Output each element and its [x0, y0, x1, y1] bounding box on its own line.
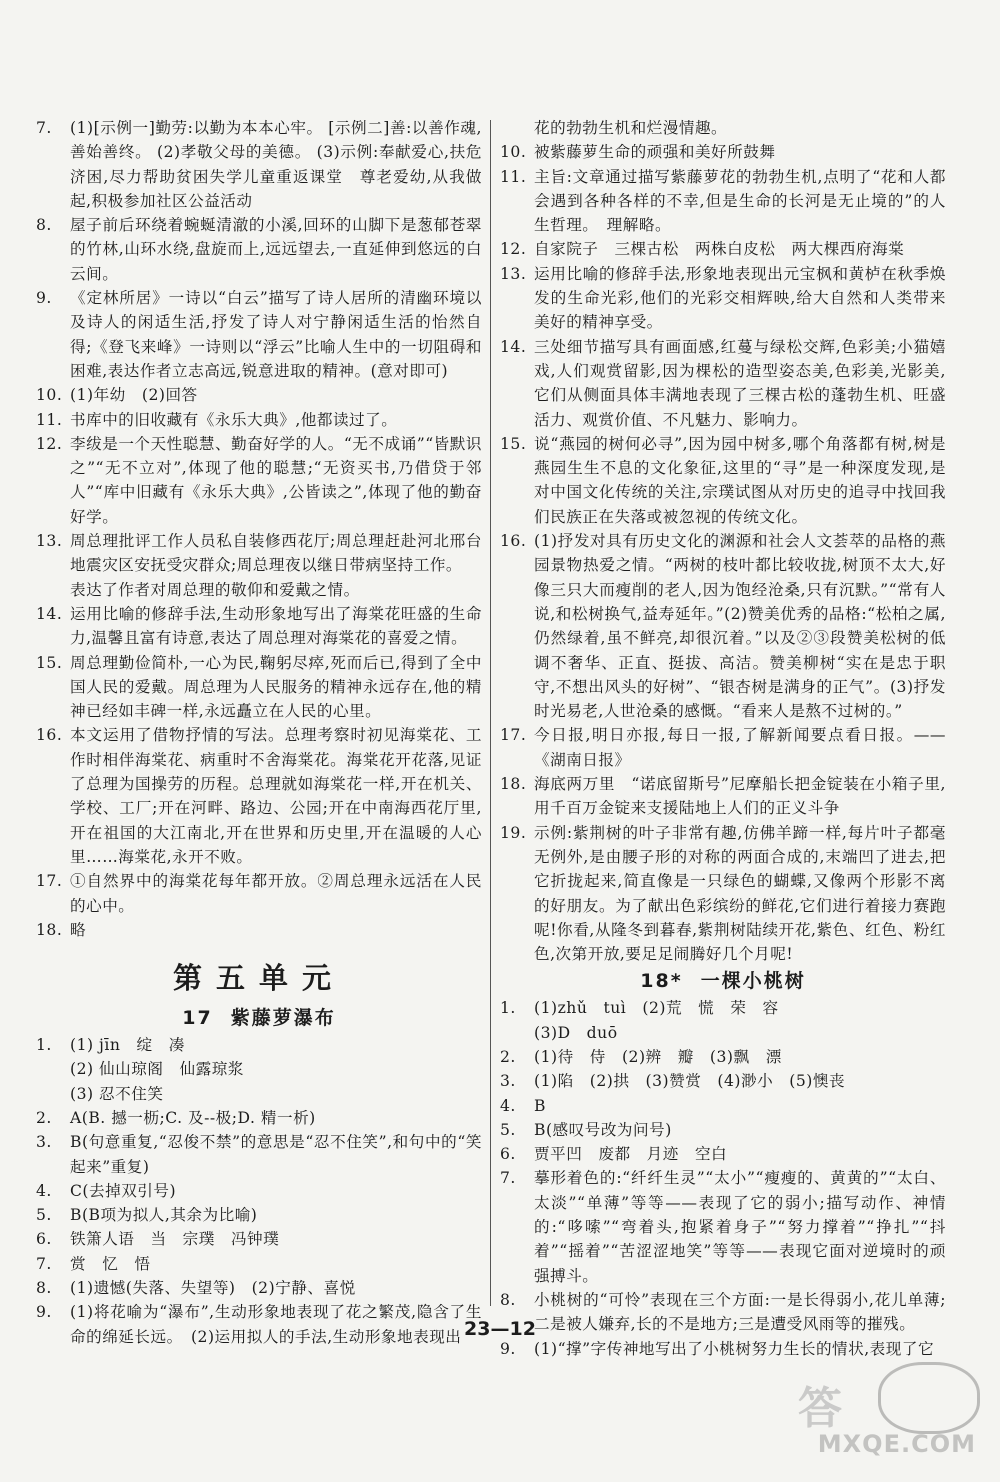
- answer-item: 3. B(句意重复,“忍俊不禁”的意思是“忍不住笑”,和句中的“笑起来”重复): [36, 1133, 482, 1176]
- answer-continuation: 花的勃勃生机和烂漫情趣。: [534, 119, 728, 137]
- answer-item: 9. 《定林所居》一诗以“白云”描写了诗人居所的清幽环境以及诗人的闲适生活,抒发了诗人对宁静闲适生活的怡然自得;《登飞来峰》一诗则以“浮云”比喻人生中的一切阻碍和困难,表达作者立志高远,锐意进取的精神。(意对即可): [36, 289, 482, 380]
- lesson-title: 18* 一棵小桃树: [640, 970, 806, 993]
- answer-item: 12. 自家院子 三棵古松 两株白皮松 两大棵西府海棠: [500, 240, 905, 259]
- lesson-title: 17 紫藤萝瀑布: [182, 1007, 336, 1030]
- answer-item: 16. 本文运用了借物抒情的写法。总理考察时初见海棠花、工作时相伴海棠花、病重时不舍海棠花。海棠花开花落,见证了总理为国操劳的历程。总理就如海棠花一样,开在机关、学校、工厂;开在河畔、路边、公园;开在中南海西花厅里,开在祖国的大江南北,开在世界和历史里,开在温暖的人心里……海棠花,永开不败。: [36, 726, 482, 866]
- answer-item: 1. (1)zhǔ tuì (2)荒 慌 荣 容: [500, 999, 779, 1018]
- answer-item: 14. 运用比喻的修辞手法,生动形象地写出了海棠花旺盛的生命力,温馨且富有诗意,表达了周总理对海棠花的喜爱之情。: [36, 604, 482, 648]
- answer-item: 15. 周总理勤俭简朴,一心为民,鞠躬尽瘁,死而后已,得到了全中国人民的爱戴。周总理为人民服务的精神永远存在,他的精神已经如丰碑一样,永远矗立在人民的心里。: [36, 653, 482, 721]
- answer-item: 10. 被紫藤萝生命的顽强和美好所鼓舞: [500, 143, 776, 162]
- watermark-text: MXQE.COM: [817, 1430, 976, 1458]
- answer-item: 17. ①自然界中的海棠花每年都开放。②周总理永远活在人民的心中。: [36, 872, 482, 915]
- answer-item: 13. 周总理批评工作人员私自装修西花厅;周总理赶赴河北邢台地震灾区安抚受灾群众;周总理夜以继日带病坚持工作。: [36, 532, 482, 575]
- answer-item: 9. (1)将花喻为“瀑布”,生动形象地表现了花之繁茂,隐含了生命的绵延长远。 (2)运用拟人的手法,生动形象地表现出: [36, 1303, 482, 1346]
- answer-item: 5. B(感叹号改为问号): [500, 1120, 672, 1139]
- watermark-glyph: 答: [798, 1383, 842, 1434]
- watermark-logo: [790, 1362, 980, 1460]
- answer-item: 2. A(B. 撼一枥;C. 及--极;D. 精一析): [36, 1108, 316, 1127]
- seal-icon: [878, 1362, 980, 1434]
- right-column: [500, 116, 946, 1361]
- answer-item: 4. C(去掉双引号): [36, 1181, 177, 1200]
- answer-item: 8. (1)遗憾(失落、失望等) (2)宁静、喜悦: [36, 1279, 356, 1298]
- left-column: [36, 116, 482, 1349]
- answer-item: 15. 说“燕园的树何必寻”,因为园中树多,哪个角落都有树,树是燕园生生不息的文化象征,这里的“寻”是一种深度发现,是对中国文化传统的关注,宗璞试图从对历史的追寻中找回我们民族正在失落或被忽视的传统文化。: [500, 434, 946, 526]
- answer-subline: (3) 忍不住笑: [70, 1084, 164, 1103]
- answer-continuation: 表达了作者对周总理的敬仰和爱戴之情。: [70, 580, 360, 599]
- answer-item: 2. (1)待 侍 (2)辨 瓣 (3)飘 漂: [500, 1047, 782, 1066]
- answer-item: 11. 主旨:文章通过描写紫藤萝花的勃勃生机,点明了“花和人都会遇到各种各样的不幸,但是生命的长河是无止境的”的人生哲理。 理解略。: [500, 167, 946, 235]
- column-divider: [490, 120, 491, 1306]
- unit-title: 第五单元: [172, 961, 345, 996]
- answer-item: 1. (1) jīn 绽 凑: [36, 1036, 185, 1055]
- answer-item: 16. (1)抒发对具有历史文化的渊源和社会人文荟萃的品格的燕园景物热爱之情。“两树的枝叶都比较收拢,树顶不太大,好像三只大而瘦削的老人,因为饱经沧桑,只有沉默。”“常有人说,和松树换气,益寿延年。”(2)赞美优秀的品格:“松柏之属,仍然绿着,虽不鲜亮,却很沉着。”以及②③段赞美松树的低调不奢华、正直、挺拔、高洁。赞美柳树“实在是忠于职守,不想出风头的好树”、“银杏树是满身的正气”。(3)抒发时光易老,人世沧桑的感慨。“看来人是熬不过树的。”: [500, 532, 946, 721]
- answer-item: 7. 摹形着色的:“纤纤生灵”“太小”“瘦瘦的、黄黄的”“太白、太淡”“单薄”等等——表现了它的弱小;描写动作、神情的:“哆嗦”“弯着头,抱紧着身子”“努力撑着”“挣扎”“抖着”“摇着”“苦涩涩地笑”等等——表现它面对逆境时的顽强搏斗。: [500, 1169, 946, 1285]
- answer-item: 4. B: [500, 1096, 546, 1115]
- answer-item: 6. 贾平凹 废都 月迹 空白: [500, 1145, 728, 1164]
- answer-item: 7. (1)[示例一]勤劳:以勤为本本心牢。 [示例二]善:以善作魂,善始善终。 (2)孝敬父母的美德。 (3)示例:奉献爱心,扶危济困,尽力帮助贫困失学儿童重返课堂 尊老爱幼,从我做起,积极参加社区公益活动: [36, 119, 482, 210]
- answer-item: 9. (1)“撑”字传神地写出了小桃树努力生长的情状,表现了它: [500, 1339, 935, 1358]
- answer-subline: (2) 仙山琼阁 仙露琼浆: [70, 1060, 244, 1079]
- answer-item: 8. 小桃树的“可怜”表现在三个方面:一是长得弱小,花儿单薄;二是被人嫌弃,长的不是地方;三是遭受风雨等的摧残。: [500, 1290, 946, 1334]
- answer-item: 12. 李绂是一个天性聪慧、勤奋好学的人。“无不成诵”“皆默识之”“无不立对”,体现了他的聪慧;“无资买书,乃借贷于邻人”“库中旧藏有《永乐大典》,公皆读之”,体现了他的勤奋好学。: [36, 434, 482, 526]
- answer-item: 10. (1)年幼 (2)回答: [36, 386, 198, 405]
- answer-item: 13. 运用比喻的修辞手法,形象地表现出元宝枫和黄栌在秋季焕发的生命光彩,他们的光彩交相辉映,给大自然和人类带来美好的精神享受。: [500, 264, 946, 332]
- answer-item: 17. 今日报,明日亦报,每日一报,了解新闻要点看日报。——《湖南日报》: [500, 726, 946, 769]
- answer-subline: (3)D duō: [534, 1023, 618, 1042]
- answer-item: 5. B(B项为拟人,其余为比喻): [36, 1206, 258, 1225]
- answer-item: 8. 屋子前后环绕着蜿蜒清澈的小溪,回环的山脚下是葱郁苍翠的竹林,山环水绕,盘旋而上,远远望去,一直延伸到悠远的白云间。: [36, 216, 482, 283]
- answer-item: 19. 示例:紫荆树的叶子非常有趣,仿佛羊蹄一样,每片叶子都毫无例外,是由腰子形的对称的两面合成的,末端凹了进去,把它折拢起来,简直像是一只绿色的蝴蝶,又像两个形影不离的好朋友。为了献出色彩缤纷的鲜花,它们进行着接力赛跑呢!你看,从隆冬到暮春,紫荆树陆续开花,紫色、红色、粉红色,次第开放,要足足闹腾好几个月呢!: [500, 823, 946, 964]
- answer-item: 3. (1)陷 (2)拱 (3)赞赏 (4)渺小 (5)懊丧: [500, 1072, 846, 1091]
- answer-item: 6. 铁箫人语 当 宗璞 冯钟璞: [36, 1230, 280, 1249]
- answer-item: 14. 三处细节描写具有画面感,红蔓与绿松交辉,色彩美;小猫嬉戏,人们观赏留影,因为棵松的造型姿态美,色彩美,光影美,它们从侧面具体丰满地表现了三棵古松的蓬勃生机、旺盛活力、观赏价值、不凡魅力、影响力。: [500, 337, 946, 429]
- answer-item: 18. 海底两万里 “诺底留斯号”尼摩船长把金锭装在小箱子里,用千百万金锭来支援陆地上人们的正义斗争: [500, 775, 946, 818]
- answer-item: 18. 略: [36, 920, 87, 939]
- answer-item: 7. 赏 忆 悟: [36, 1254, 151, 1273]
- answer-item: 11. 书库中的旧收藏有《永乐大典》,他都读过了。: [36, 410, 398, 429]
- page-number: 23—12: [464, 1318, 536, 1340]
